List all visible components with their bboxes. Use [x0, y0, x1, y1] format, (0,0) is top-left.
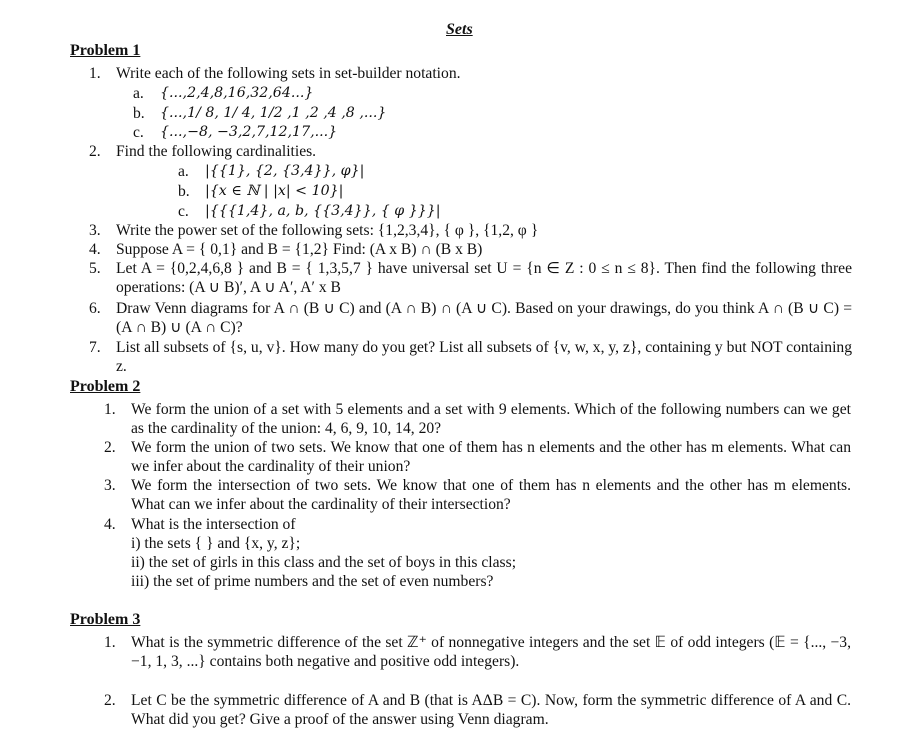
item-text: What is the symmetric difference of the set ℤ⁺ of nonnegative integers and the set 𝔼 of odd integers (𝔼 = {..., −3, −1, 1, 3, ...} contains both negative and positive odd integers). [131, 634, 851, 671]
sub-item-label: c. [133, 124, 144, 141]
item-number: 2. [104, 692, 116, 709]
sub-item-label: a. [178, 163, 189, 180]
sub-item-label: b. [178, 183, 190, 200]
item-number: 1. [89, 65, 101, 82]
sub-item-label: a. [133, 85, 144, 102]
sub-item-text: ii) the set of girls in this class and the set of boys in this class; [131, 554, 517, 571]
item-text: Write each of the following sets in set-builder notation. [116, 65, 461, 82]
sub-item-label: c. [178, 203, 189, 220]
item-number: 3. [104, 477, 116, 494]
item-text: We form the intersection of two sets. We know that one of them has n elements and the other has m elements. What can we infer about the cardinality of their intersection? [131, 477, 851, 514]
item-number: 2. [104, 439, 116, 456]
math-expression: |{{1}, {2, {3,4}}, φ}| [205, 163, 365, 179]
item-number: 4. [89, 241, 101, 258]
math-expression: {...,2,4,8,16,32,64...} [160, 85, 314, 101]
item-text: Find the following cardinalities. [116, 143, 317, 160]
item-number: 4. [104, 516, 116, 533]
problem-2-heading: Problem 2 [70, 378, 141, 395]
item-number: 5. [89, 260, 101, 277]
item-text: We form the union of a set with 5 elements and a set with 9 elements. Which of the following numbers can we get as the cardinality of the union: 4, 6, 9, 10, 14, 20? [131, 401, 851, 438]
sub-item-text: i) the sets { } and {x, y, z}; [131, 535, 301, 552]
item-number: 7. [89, 339, 101, 356]
item-number: 2. [89, 143, 101, 160]
item-text: We form the union of two sets. We know that one of them has n elements and the other has m elements. What can we infer about the cardinality of their union? [131, 439, 851, 476]
math-expression: |{{{1,4}, a, b, {{3,4}}, { φ }}}| [205, 203, 441, 219]
item-text: List all subsets of {s, u, v}. How many do you get? List all subsets of {v, w, x, y, z}, containing y but NOT containing z. [116, 339, 852, 376]
problem-3-heading: Problem 3 [70, 611, 141, 628]
sub-item-label: b. [133, 105, 145, 122]
page-title: Sets [446, 21, 473, 38]
item-text: What is the intersection of [131, 516, 296, 533]
item-text: Write the power set of the following sets: {1,2,3,4}, { φ }, {1,2, φ } [116, 222, 539, 239]
item-number: 6. [89, 300, 101, 317]
math-expression: |{x ∈ ℕ | |x| < 10}| [205, 183, 344, 199]
math-expression: {...,1/ 8, 1/ 4, 1/2 ,1 ,2 ,4 ,8 ,...} [160, 105, 387, 121]
math-expression: {...,−8, −3,2,7,12,17,...} [160, 124, 338, 140]
item-number: 3. [89, 222, 101, 239]
item-text: Let A = {0,2,4,6,8 } and B = { 1,3,5,7 } have universal set U = {n ∈ Z : 0 ≤ n ≤ 8}. Then find the following three operations: (A ∪ B)′, A ∪ A′, A′ x B [116, 260, 852, 297]
problem-1-heading: Problem 1 [70, 42, 141, 59]
item-text: Suppose A = { 0,1} and B = {1,2} Find: (A x B) ∩ (B x B) [116, 241, 483, 258]
item-number: 1. [104, 634, 116, 651]
item-text: Draw Venn diagrams for A ∩ (B ∪ C) and (A ∩ B) ∩ (A ∪ C). Based on your drawings, do you think A ∩ (B ∪ C) = (A ∩ B) ∪ (A ∩ C)? [116, 300, 852, 337]
sub-item-text: iii) the set of prime numbers and the set of even numbers? [131, 573, 494, 590]
item-text: Let C be the symmetric difference of A and B (that is AΔB = C). Now, form the symmetric difference of A and C. What did you get? Give a proof of the answer using Venn diagram. [131, 692, 851, 729]
item-number: 1. [104, 401, 116, 418]
